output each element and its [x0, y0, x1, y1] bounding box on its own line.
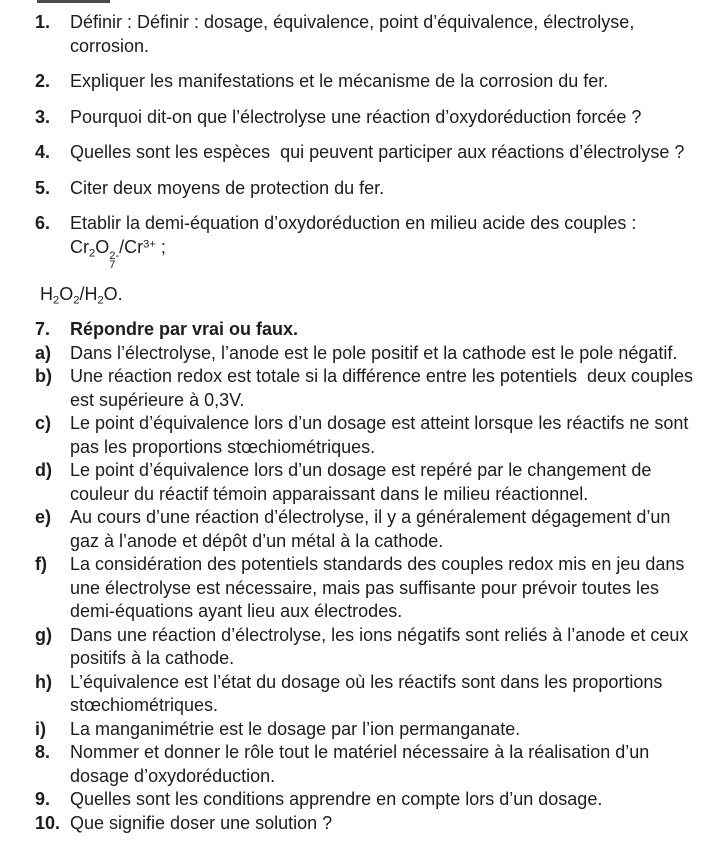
- item-label: 7.: [35, 319, 51, 340]
- question-item: [35, 459, 704, 506]
- question-item: [35, 412, 704, 459]
- item-label: 6.: [35, 213, 51, 233]
- question-item: [35, 718, 704, 742]
- question-item: [35, 177, 704, 201]
- item-label: c): [35, 413, 52, 434]
- item-text: [70, 177, 704, 201]
- item-text: [70, 11, 704, 58]
- question-item: [35, 741, 704, 788]
- item-text-content: Le point d’équivalence lors d’un dosage est atteint lorsque les réactifs ne sont pas les proportions stœchiométriques.: [70, 413, 694, 457]
- formula-text: [40, 283, 704, 307]
- item-text-content: Nommer et donner le rôle tout le matériel nécessaire à la réalisation d’un dosage d’oxydoréduction.: [70, 742, 655, 786]
- item-text-content: Répondre par vrai ou faux.: [70, 319, 299, 340]
- chemical-formula: $Cr_2O$ 2- 7 $/Cr^{3+}$ ;: [70, 236, 166, 272]
- top-edge-rule: [37, 0, 110, 3]
- item-text-content: La considération des potentiels standards des couples redox mis en jeu dans une électrolyse est nécessaire, mais pas suffisante pour prévoir toutes les demi-équations ayant lieu aux électrodes.: [70, 554, 690, 622]
- item-text: [70, 741, 704, 788]
- item-text: [70, 624, 704, 671]
- question-item: [35, 553, 704, 624]
- item-label: f): [35, 554, 47, 575]
- question-item: [35, 788, 704, 812]
- item-text-content: Dans une réaction d’électrolyse, les ions négatifs sont reliés à l’anode et ceux positifs à la cathode.: [70, 624, 694, 669]
- item-text: [70, 342, 704, 366]
- item-text: [70, 141, 704, 165]
- item-label: a): [35, 342, 52, 363]
- question-item: [35, 506, 704, 553]
- item-text-content: Etablir la demi-équation d’oxydoréduction en milieu acide des couples :: [70, 213, 637, 233]
- item-text-content: Quelles sont les conditions apprendre en compte lors d’un dosage.: [70, 789, 603, 810]
- item-label: 10.: [35, 812, 61, 833]
- item-text-content: Quelles sont les espèces qui peuvent participer aux réactions d’électrolyse ?: [70, 142, 685, 162]
- item-label: 8.: [35, 742, 51, 763]
- item-label: g): [35, 624, 52, 645]
- question-item: [35, 141, 704, 165]
- item-label: 2.: [35, 71, 51, 91]
- item-text-content: Pourquoi dit-on que l’électrolyse une réaction d’oxydoréduction forcée ?: [70, 106, 642, 127]
- item-text: [70, 788, 704, 812]
- item-label: h): [35, 671, 52, 692]
- item-label: 9.: [35, 789, 51, 810]
- item-text: [70, 671, 704, 718]
- question-item: [35, 70, 704, 94]
- formula-line: [40, 283, 704, 307]
- item-text-content: Expliquer les manifestations et le mécanisme de la corrosion du fer.: [70, 71, 609, 91]
- item-text-content: La manganimétrie est le dosage par l’ion permanganate.: [70, 718, 521, 739]
- item-text-content: Au cours d’une réaction d’électrolyse, il y a généralement dégagement d’un gaz à l’anode et dépôt d’un métal à la cathode.: [70, 507, 676, 551]
- item-text: [70, 365, 704, 412]
- item-text-content: Dans l’électrolyse, l’anode est le pole positif et la cathode est le pole négatif.: [70, 342, 678, 363]
- item-label: i): [35, 718, 46, 739]
- item-label: 1.: [35, 12, 51, 32]
- item-text-content: Citer deux moyens de protection du fer.: [70, 177, 385, 198]
- item-text-content: Le point d’équivalence lors d’un dosage est repéré par le changement de couleur du réactif témoin apparaissant dans le milieu réactionnel.: [70, 460, 657, 504]
- item-text: [70, 318, 704, 342]
- question-item: [35, 106, 704, 130]
- item-text-content: L’équivalence est l’état du dosage où les réactifs sont dans les proportions stœchiométriques.: [70, 671, 668, 716]
- question-item: [35, 812, 704, 836]
- question-item: [35, 342, 704, 366]
- item-label: e): [35, 507, 52, 528]
- question-item: [35, 212, 704, 271]
- item-text-content: Que signifie doser une solution ?: [70, 812, 333, 833]
- item-text: [70, 506, 704, 553]
- question-item: [35, 11, 704, 58]
- item-text: [70, 106, 704, 130]
- item-text-content: Définir : Définir : dosage, équivalence, point d’équivalence, électrolyse, corrosion.: [70, 12, 640, 56]
- item-text: [70, 70, 704, 94]
- question-item: [35, 365, 704, 412]
- chemical-formula: $H_2O_2/H_2O$.: [40, 283, 123, 306]
- item-label: d): [35, 460, 52, 481]
- item-label: 3.: [35, 106, 51, 127]
- item-text: [70, 412, 704, 459]
- item-text: [70, 812, 704, 836]
- item-text: [70, 553, 704, 624]
- question-item: [35, 318, 704, 342]
- item-text-content: Une réaction redox est totale si la différence entre les potentiels deux couples est supérieure à 0,3V.: [70, 366, 699, 410]
- question-item: [35, 624, 704, 671]
- item-text: [70, 459, 704, 506]
- item-text: [70, 212, 704, 271]
- item-label: 5.: [35, 177, 51, 198]
- item-label: 4.: [35, 142, 51, 162]
- item-text: [70, 718, 704, 742]
- item-label: b): [35, 366, 52, 387]
- question-item: [35, 671, 704, 718]
